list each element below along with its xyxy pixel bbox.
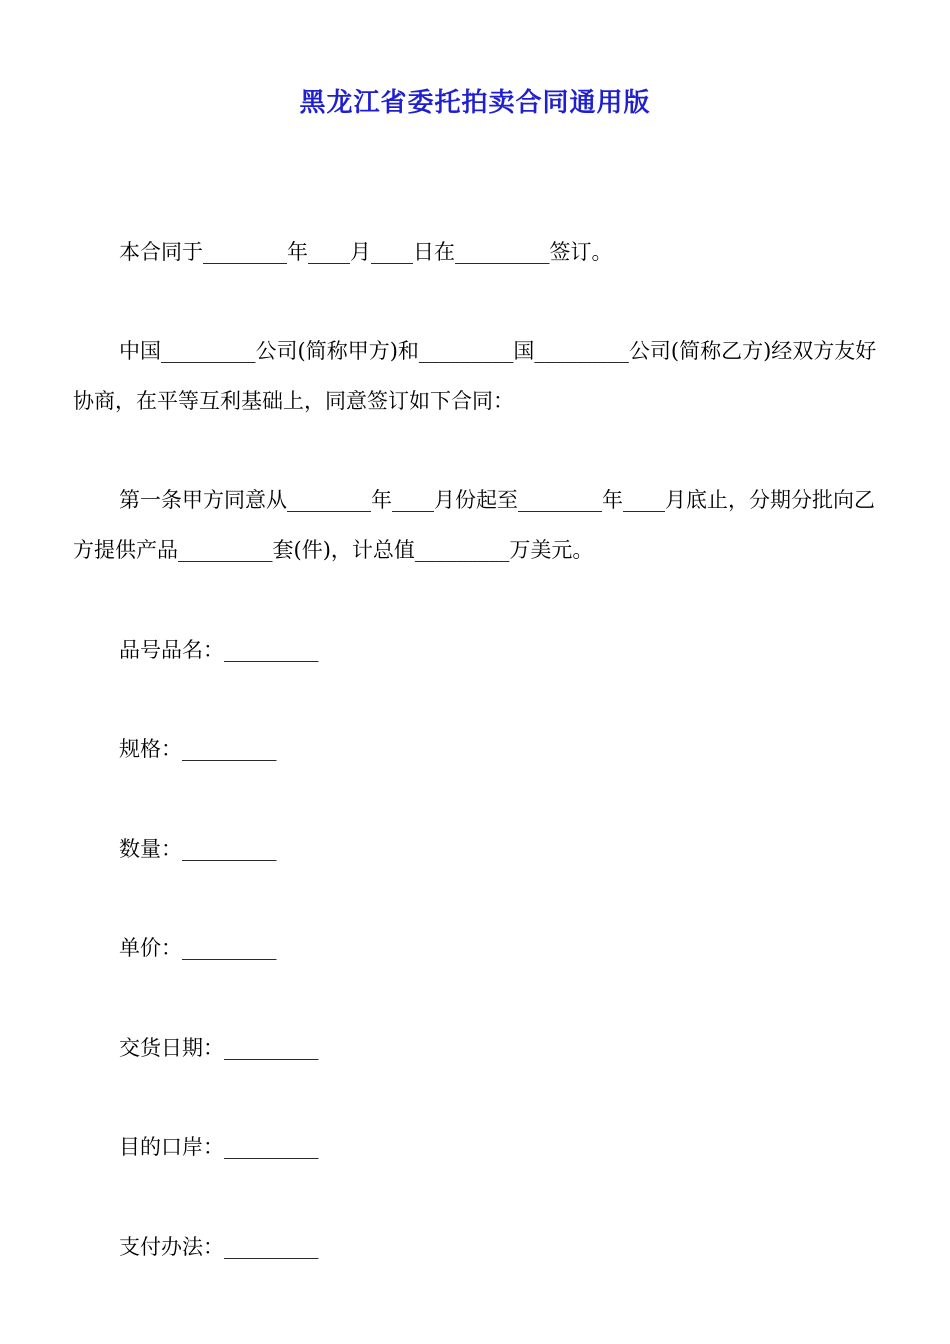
document-title: 黑龙江省委托拍卖合同通用版 [299,88,651,118]
field-unit-price: 单价：_________ [119,936,277,960]
paragraph-signing-date: 本合同于________年____月____日在_________签订。 [119,240,613,264]
field-payment-method: 支付办法：_________ [119,1235,319,1259]
paragraph-parties: 中国_________公司(简称甲方)和_________国_________公司(简称乙方)经双方友好协商，在平等互利基础上，同意签订如下合同： [73,339,877,413]
field-product-name: 品号品名：_________ [119,638,319,662]
field-quantity: 数量：_________ [119,837,277,861]
field-specification: 规格：_________ [119,737,277,761]
field-delivery-date: 交货日期：_________ [119,1036,319,1060]
field-destination-port: 目的口岸：_________ [119,1135,319,1159]
paragraph-article-one: 第一条甲方同意从________年____月份起至________年____月底止，分期分批向乙方提供产品_________套(件)，计总值_________万美元。 [73,488,875,562]
